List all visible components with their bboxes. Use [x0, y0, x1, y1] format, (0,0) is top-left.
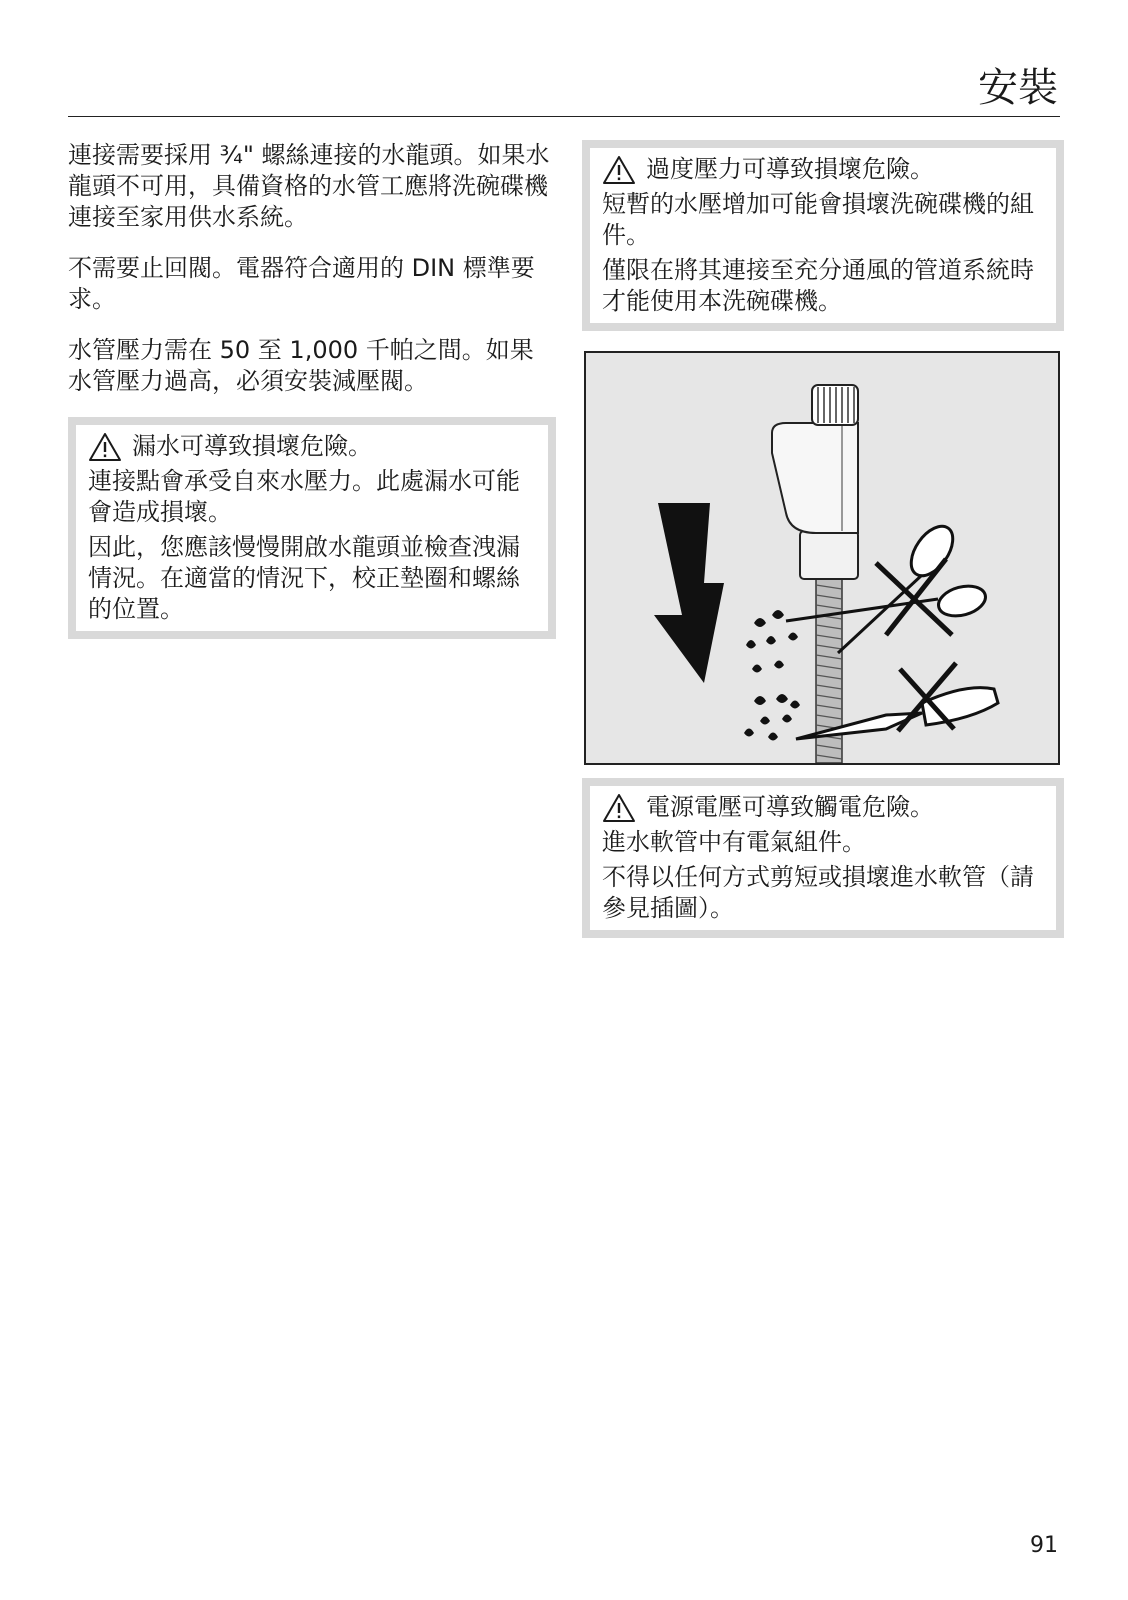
left-column	[68, 140, 556, 639]
paragraph-pressure: 水管壓力需在 50 至 1,000 千帕之間。如果水管壓力過高，必須安裝減壓閥。	[68, 336, 534, 395]
header-divider	[68, 116, 1060, 117]
warning-triangle-icon	[602, 793, 636, 823]
page-title: 安裝	[978, 65, 1058, 111]
warning-box-pressure-inner	[590, 148, 1056, 323]
warning-box-electric	[582, 778, 1064, 938]
right-column	[582, 140, 1064, 331]
hose-illustration-drawing	[586, 353, 1058, 763]
warning-triangle-icon	[88, 432, 122, 462]
warning-text: 因此，您應該慢慢開啟水龍頭並檢查洩漏情況。在適當的情況下，校正墊圈和螺絲的位置。	[88, 533, 520, 623]
warning-title-row	[602, 154, 1046, 185]
water-drops-icon	[744, 610, 800, 741]
page-number: 91	[1030, 1533, 1058, 1558]
hose-illustration	[584, 351, 1060, 765]
warning-title-row	[88, 431, 538, 462]
paragraph-connection: 連接需要採用 ¾" 螺絲連接的水龍頭。如果水龍頭不可用，具備資格的水管工應將洗碗碟機連接至家用供水系統。	[68, 141, 550, 231]
water-stop-valve	[772, 385, 858, 579]
warning-text: 連接點會承受自來水壓力。此處漏水可能會造成損壞。	[88, 467, 520, 526]
lightning-bolt-icon	[654, 503, 724, 683]
warning-text: 僅限在將其連接至充分通風的管道系統時才能使用本洗碗碟機。	[602, 256, 1034, 315]
warning-text: 進水軟管中有電氣組件。	[602, 828, 866, 856]
warning-title-row	[602, 792, 1046, 823]
warning-title: 電源電壓可導致觸電危險。	[646, 793, 934, 821]
warning-box-pressure	[582, 140, 1064, 331]
warning-box-leak-inner	[76, 425, 548, 631]
paragraph-check-valve: 不需要止回閥。電器符合適用的 DIN 標準要求。	[68, 254, 535, 313]
warning-triangle-icon	[602, 155, 636, 185]
warning-title: 漏水可導致損壞危險。	[132, 432, 372, 460]
right-column-lower	[582, 778, 1064, 938]
warning-title: 過度壓力可導致損壞危險。	[646, 155, 934, 183]
warning-text: 短暫的水壓增加可能會損壞洗碗碟機的組件。	[602, 190, 1034, 249]
warning-box-electric-inner	[590, 786, 1056, 930]
warning-box-leak	[68, 417, 556, 639]
warning-text: 不得以任何方式剪短或損壞進水軟管（請參見插圖）。	[602, 863, 1034, 922]
